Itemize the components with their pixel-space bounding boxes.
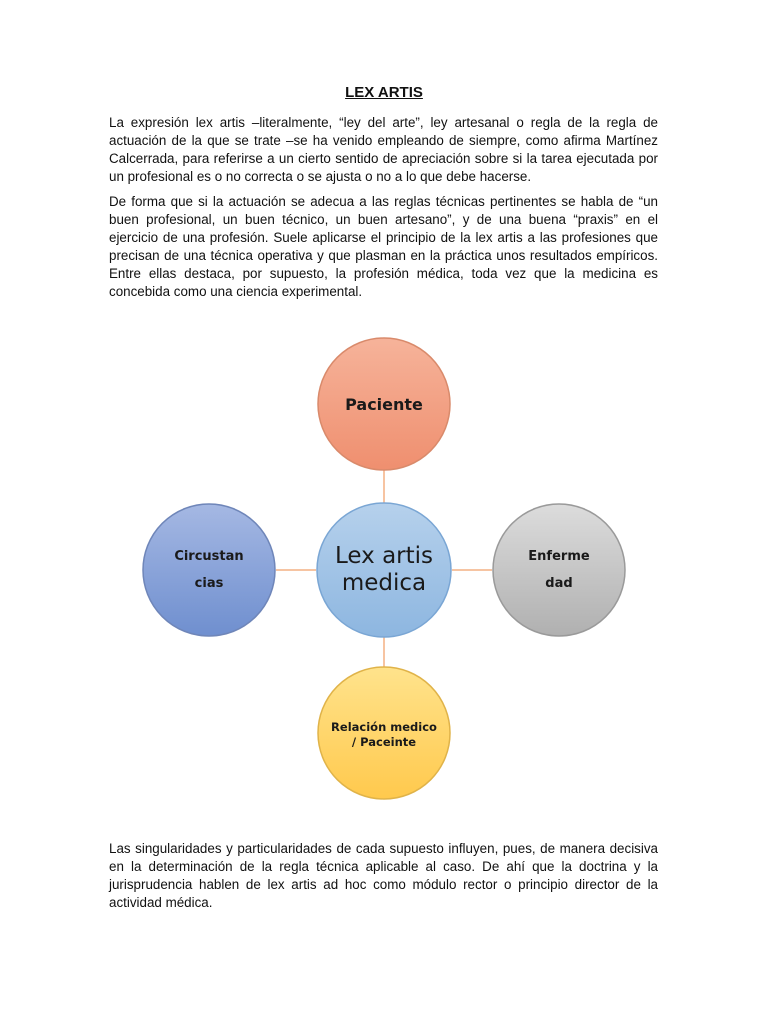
node-relacion-line2: / Paceinte bbox=[351, 735, 417, 749]
node-relacion-line1: Relación medico bbox=[331, 720, 437, 734]
node-center-line2: medica bbox=[341, 570, 427, 596]
node-enfermedad-line1: Enferme bbox=[528, 549, 590, 564]
node-paciente-label: Paciente bbox=[345, 395, 423, 414]
paragraph-conclusion: Las singularidades y particularidades de cada supuesto influyen, pues, de manera decisiva en la determinación de la regla técnica aplicable al caso. De ahí que la doctrina y la jurisprudencia hablen de lex artis ad hoc como módulo rector o principio director de la actividad médica. bbox=[109, 841, 658, 910]
node-relacion bbox=[318, 667, 450, 799]
node-enfermedad bbox=[493, 504, 625, 636]
node-center-line1: Lex artis bbox=[334, 543, 434, 569]
node-circunstancias-line2: cias bbox=[194, 576, 224, 591]
node-lex-artis-medica bbox=[317, 503, 451, 637]
page-title: LEX ARTIS bbox=[345, 84, 423, 101]
node-paciente bbox=[318, 338, 450, 470]
paragraph-intro: La expresión lex artis –literalmente, “ley del arte”, ley artesanal o regla de la regla de actuación de la que se trate –se ha venido empleando de siempre, como afirma Martínez Calcerrada, para referirse a un cierto sentido de apreciación sobre si la tarea ejecutada por un profesional es o no correcta o se ajusta o no a lo que debe hacerse. bbox=[109, 115, 658, 184]
node-circunstancias bbox=[143, 504, 275, 636]
paragraph-praxis: De forma que si la actuación se adecua a las reglas técnicas pertinentes se habla de “un buen profesional, un buen técnico, un buen artesano”, y de una buena “praxis” en el ejercicio de una profesión. Suele aplicarse el principio de la lex artis a las profesiones que precisan de una técnica operativa y que plasman en la práctica unos resultados empíricos. Entre ellas destaca, por supuesto, la profesión médica, toda vez que la medicina es concebida como una ciencia experimental. bbox=[109, 194, 658, 299]
node-circunstancias-line1: Circustan bbox=[174, 549, 244, 564]
node-enfermedad-line2: dad bbox=[545, 576, 573, 591]
